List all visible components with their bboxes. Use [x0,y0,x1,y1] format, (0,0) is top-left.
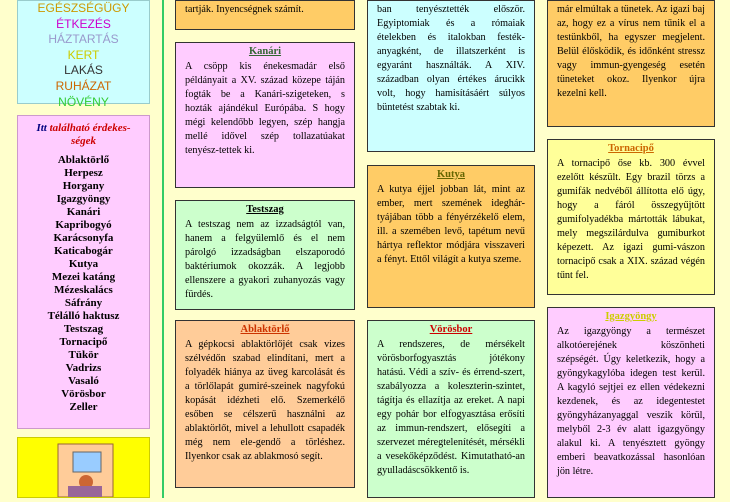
menu-item[interactable]: HÁZTARTÁS [48,32,119,47]
article-title: Vörösbor [429,324,473,335]
menu-item[interactable]: RUHÁZAT [55,78,112,93]
decorative-image [17,437,150,498]
article-text: A rendszeres, de mérsékelt vörösborfogyasztás jótékony hatású. Védi a szív- és érrend-szert, szabályozza a koleszterin-szintet, tágítja és ellazítja az ereket. A napi egy pohár bor elfogyasztása erősíti az immun-rendszert, elősegíti a szervezet méregtelenítését, mérsékli a vesekőképződést. Kimutatható-an gyulladáscsökkentő is. [377,339,525,476]
topic-link[interactable]: Mezei katáng [51,271,116,283]
article-title: Testszag [246,204,284,215]
article-kutya [367,165,535,308]
article-text: már elmúltak a tünetek. Az igazi baj az, hogy ez a vírus nem tűnik el a testünkből, ha egyszer megjelent. Belül élősködik, és időnként stressz vagy immun-gyengeség esetén tüneteket okoz. Ilyenkor újra kezelni kell. [557,4,705,99]
topic-link[interactable]: Mézeskalács [54,284,113,296]
topic-link[interactable]: Vadrizs [65,362,102,374]
topic-link[interactable]: Kutya [68,258,99,270]
topic-link[interactable]: Igazgyöngy [56,193,111,205]
topic-link[interactable]: Horgany [62,180,105,192]
article-text: A kutya éjjel jobban lát, mint az ember, mert szemének ideghár-tyájában több a fényérzékelő elem, ill. a szemében levő, tapétum nevű hártya reflektor módjára visszaveri a fényt. Ettől világít a kutya szeme. [377,184,525,265]
article-tornacipo [547,139,715,295]
topic-link[interactable]: Herpesz [64,167,103,179]
article-text: ban tenyésztették először. Egyiptomiak és a rómaiak ételekben és italokban festék-anyagként, de illatszerként is egyaránt használták. A XIV. században olyan értékes árucikk volt, hogy hamisításáért súlyos büntetést szabtak ki. [377,4,525,113]
article-title: Kanári [248,46,282,57]
article-ablaktorlo [175,320,355,488]
article-text: A csöpp kis énekesmadár első példányait a XV. század közepe táján fogták be a Kanári-szigeteken, s hozták ajándékul Európába. S hogy mégi kelendőbb legyen, szép hangja mellé idővel szép tollazatúakat tenyész-tettek ki. [185,61,345,156]
illustration-icon [18,438,149,497]
article-top-1 [175,0,355,30]
article-text: Az igazgyöngy a természet alkotóerejének köszönheti szépségét. Úgy keletkezik, hogy a gyöngykagylóba idegen test kerül. A kagyló sejtjei ez ellen védekezni kezdenek, és az idegentestet gyöngyházanyaggal veszik körül, melyből 2-3 év alatt igazgyöngy alakul ki. A tenyésztett gyöngy emberi beavatkozással hasonlóan jön létre. [557,326,705,477]
topic-link[interactable]: Tornacipő [59,336,108,348]
article-text: A gépkocsi ablaktörlőjét csak vizes szélvédőn szabad elindítani, mert a folyadék hiánya az üveg karcolását és a törlőlapát gumiré-szeinek nagyfokú kopását idézheti elő. Szemerkélő esőben se célszerű használni az ablaktörlőt, mivel a lehullott csapadék még nem ele-gendő a törléshez. Ilyenkor csak az ablakmosó segít. [185,339,345,462]
article-title: Ablaktörlő [240,324,290,335]
menu-item[interactable]: EGÉSZSÉGÜGY [37,1,130,15]
article-testszag [175,200,355,310]
article-text: tartják. Inyencségnek számít. [185,4,304,15]
article-text: A tornacipő őse kb. 300 évvel ezelőtt készült. Egy brazil törzs a gumifák nedvéből állította elő úgy, hogy a fáról összegyűjtött gumifolyadékba mártották lábukat, mely megszilárdulva gumiburkot képezett. Az igazi gumi-vászon tornacipő csak a XIX. század végén tűnt fel. [557,158,705,281]
topic-link[interactable]: Tükör [68,349,99,361]
sidebar [0,0,163,498]
topic-link[interactable]: Testszag [63,323,104,335]
topic-link[interactable]: Sáfrány [64,297,103,309]
topics-heading [24,122,143,148]
category-menu [17,0,150,109]
topic-link[interactable]: Kapribogyó [55,219,112,231]
menu-item[interactable]: ÉTKEZÉS [56,16,111,31]
menu-item[interactable]: LAKÁS [64,63,103,78]
article-igazgyongy [547,307,715,498]
heading-it: Itt [36,122,47,134]
divider-line [162,0,164,498]
topic-link[interactable]: Télálló haktusz [47,310,120,322]
article-text: A testszag nem az izzadságtól van, hanem a felgyülemlő és el nem párolgó izzadságban elszaporodó baktériumok okozzák. A legjobb ellenszere a gyakori zuhanyozás vagy fürdés. [185,219,345,300]
article-vorosbor [367,320,535,498]
topic-link[interactable]: Vörösbor [61,388,106,400]
topic-link[interactable]: Karácsonyfa [53,232,114,244]
topics-list [17,115,150,429]
menu-item[interactable]: NÖVÉNY [58,94,109,109]
article-title: Kutya [436,169,465,180]
topic-link[interactable]: Katicabogár [54,245,113,257]
article-title: Igazgyöngy [605,311,657,322]
article-title: Tornacipő [608,143,654,154]
topic-link[interactable]: Vasaló [68,375,99,387]
topic-link[interactable]: Zeller [69,401,98,413]
article-top-2 [367,0,535,152]
article-kanari [175,42,355,188]
topic-link[interactable]: Ablaktörlő [57,154,110,166]
article-top-3 [547,0,715,127]
menu-item[interactable]: KERT [67,47,100,62]
heading-rest: található érdekes-ségek [46,122,131,147]
topic-link[interactable]: Kanári [66,206,101,218]
